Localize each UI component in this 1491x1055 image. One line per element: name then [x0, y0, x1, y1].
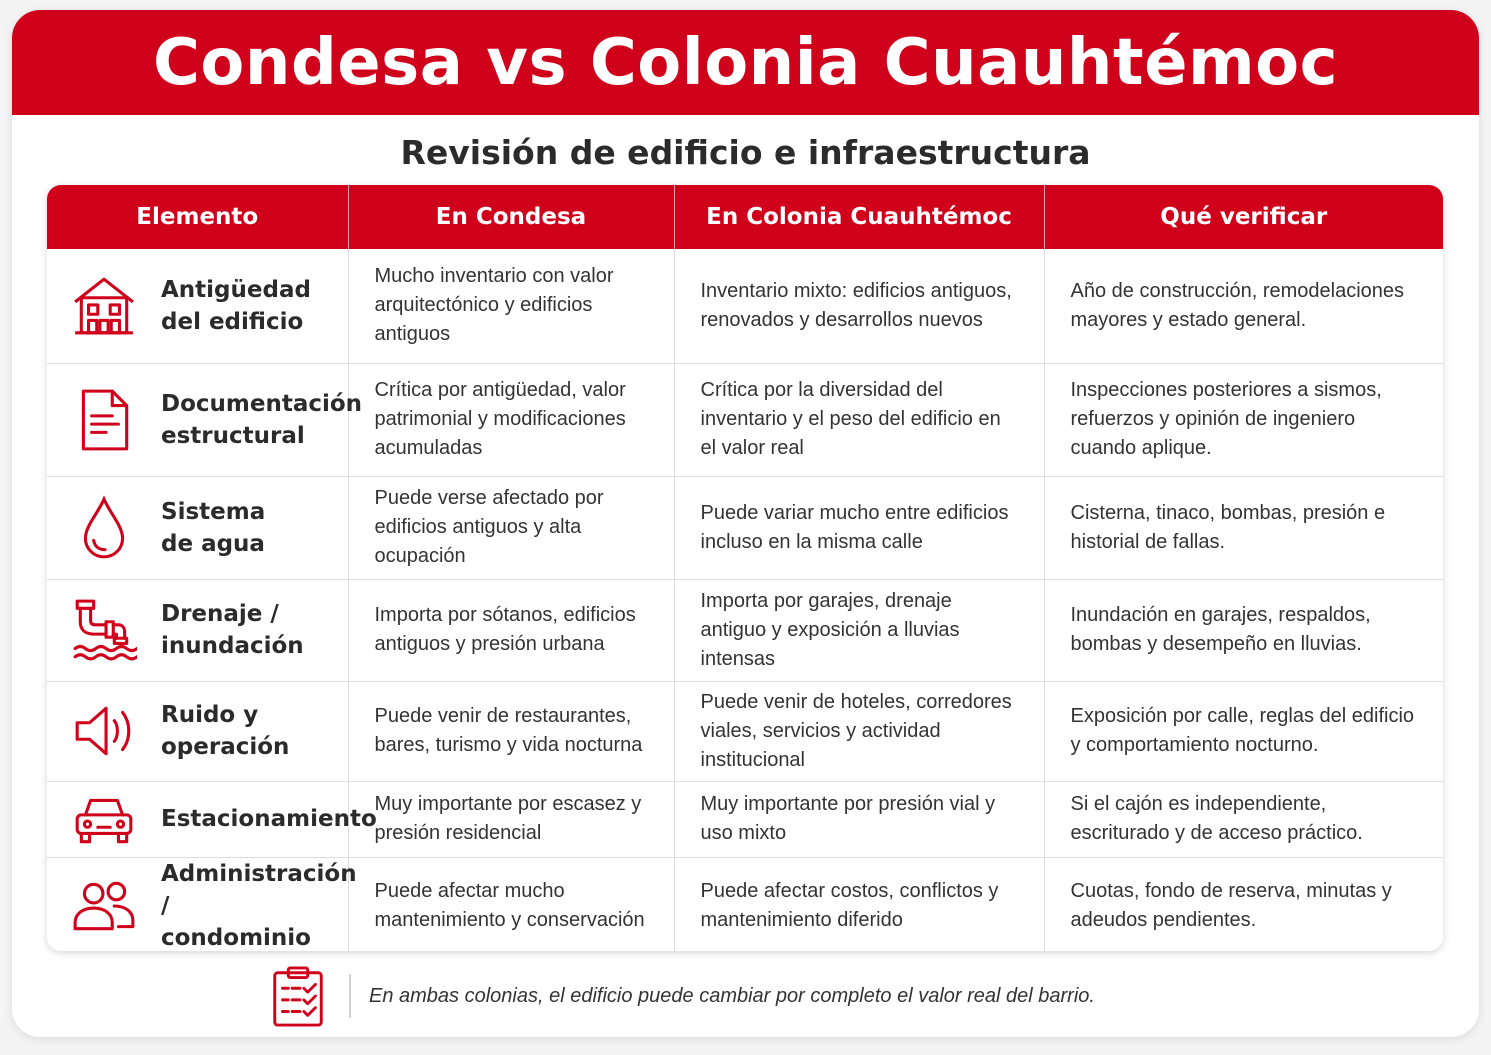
table-row: [47, 249, 1443, 363]
car-icon: [69, 784, 139, 854]
condesa-cell: Mucho inventario con valor arquitectónico y edificios antiguos: [348, 249, 674, 363]
element-label: [161, 274, 311, 338]
drain-pipe-icon: [69, 595, 139, 665]
cuauhtemoc-cell: Puede afectar costos, conflictos y mantenimiento diferido: [674, 857, 1044, 951]
condesa-cell: Importa por sótanos, edificios antiguos y presión urbana: [348, 579, 674, 681]
header-verificar: Qué verificar: [1044, 185, 1443, 249]
element-label: [161, 598, 304, 662]
element-cell: [47, 857, 357, 951]
people-icon: [69, 871, 139, 941]
verificar-cell: Cisterna, tinaco, bombas, presión e historial de fallas.: [1044, 476, 1443, 579]
footer-divider: [349, 974, 351, 1018]
table-row: [47, 476, 1443, 579]
speaker-icon: [69, 696, 139, 766]
element-label: [161, 858, 357, 952]
footer-note: [267, 965, 1095, 1027]
condesa-cell: Crítica por antigüedad, valor patrimonial y modificaciones acumuladas: [348, 363, 674, 476]
table-row: [47, 781, 1443, 857]
element-label-line: condominio: [161, 924, 311, 951]
element-cell: [47, 476, 348, 579]
cuauhtemoc-cell: Crítica por la diversidad del inventario y el peso del edificio en el valor real: [674, 363, 1044, 476]
element-label-line: inundación: [161, 633, 304, 659]
title-banner: [12, 10, 1479, 115]
table-row: [47, 363, 1443, 476]
header-elemento: Elemento: [47, 185, 348, 249]
element-label: [161, 388, 362, 452]
element-label-line: Documentación: [161, 390, 363, 417]
element-label-line: del edificio: [161, 308, 304, 335]
cuauhtemoc-cell: Importa por garajes, drenaje antiguo y exposición a lluvias intensas: [674, 579, 1044, 681]
infographic-card: [12, 10, 1479, 1037]
document-icon: [69, 385, 139, 455]
table-row: [47, 579, 1443, 681]
element-label-line: estructural: [161, 422, 305, 449]
cuauhtemoc-cell: Inventario mixto: edificios antiguos, renovados y desarrollos nuevos: [674, 249, 1044, 363]
condesa-cell: Muy importante por escasez y presión residencial: [348, 781, 674, 857]
cuauhtemoc-cell: Puede venir de hoteles, corredores viales, servicios y actividad institucional: [674, 681, 1044, 781]
cuauhtemoc-cell: Puede variar mucho entre edificios incluso en la misma calle: [674, 476, 1044, 579]
verificar-cell: Exposición por calle, reglas del edificio y comportamiento nocturno.: [1044, 681, 1443, 781]
page-title: Condesa vs Colonia Cuauhtémoc: [152, 25, 1339, 100]
verificar-cell: Cuotas, fondo de reserva, minutas y adeudos pendientes.: [1070, 879, 1392, 931]
element-label-line: operación: [161, 734, 290, 760]
element-label-line: Administración /: [161, 860, 357, 919]
element-label: [161, 699, 289, 763]
element-label-line: Drenaje /: [161, 601, 279, 627]
header-condesa: En Condesa: [348, 185, 674, 249]
header-cuauhtemoc: En Colonia Cuauhtémoc: [674, 185, 1044, 249]
verificar-cell: Si el cajón es independiente, escriturado y de acceso práctico.: [1044, 781, 1443, 857]
element-label-line: Antigüedad: [161, 276, 311, 303]
verificar-cell: Inundación en garajes, respaldos, bombas y desempeño en lluvias.: [1044, 579, 1443, 681]
cuauhtemoc-cell: Muy importante por presión vial y uso mixto: [674, 781, 1044, 857]
element-label: [161, 496, 265, 560]
condesa-cell: Puede verse afectado por edificios antiguos y alta ocupación: [348, 476, 674, 579]
element-label-line: Estacionamiento: [161, 806, 377, 832]
element-cell: [47, 681, 348, 781]
element-label-line: Sistema: [161, 498, 266, 525]
element-label: [161, 803, 377, 835]
footer-note-text: En ambas colonias, el edificio puede cambiar por completo el valor real del barrio.: [369, 984, 1095, 1007]
element-label-line: de agua: [161, 530, 265, 557]
table-header-row: [47, 185, 1443, 249]
element-cell: [47, 249, 348, 363]
condesa-cell: Puede venir de restaurantes, bares, turismo y vida nocturna: [348, 681, 674, 781]
element-label-line: Ruido y: [161, 702, 259, 728]
condesa-cell: Puede afectar mucho mantenimiento y conservación: [348, 857, 674, 951]
element-cell: [47, 363, 363, 476]
building-icon: [69, 271, 139, 341]
page-subtitle: Revisión de edificio e infraestructura: [400, 133, 1091, 172]
verificar-cell: Año de construcción, remodelaciones mayores y estado general.: [1044, 249, 1443, 363]
verificar-cell: Inspecciones posteriores a sismos, refuerzos y opinión de ingeniero cuando aplique.: [1044, 363, 1443, 476]
clipboard-checklist-icon: [267, 965, 329, 1027]
element-cell: [47, 579, 348, 681]
water-drop-icon: [69, 493, 139, 563]
element-cell: [47, 781, 377, 857]
table-row: [47, 857, 1443, 951]
table-row: [47, 681, 1443, 781]
comparison-table: [47, 185, 1443, 951]
